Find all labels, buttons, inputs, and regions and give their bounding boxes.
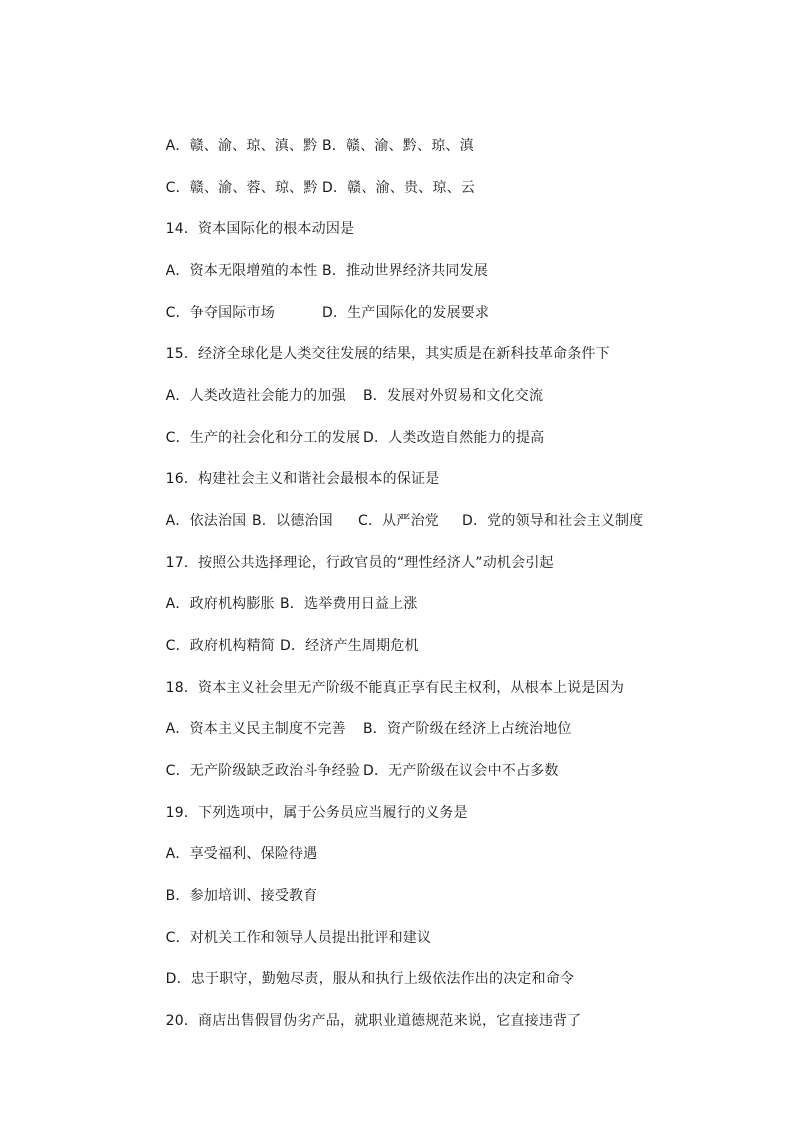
option-b: B．发展对外贸易和文化交流 — [363, 388, 544, 404]
question-text: 14．资本国际化的根本动因是 — [165, 221, 355, 237]
option-d: D．经济产生周期危机 — [280, 638, 419, 654]
option-b: B．以德治国 — [252, 513, 333, 529]
option-a: A．依法治国 — [165, 513, 247, 529]
option-a: A．享受福利、保险待遇 — [165, 846, 318, 862]
option-d: D．党的领导和社会主义制度 — [462, 513, 644, 529]
option-d: D．人类改造自然能力的提高 — [363, 430, 545, 446]
option-b: B．推动世界经济共同发展 — [322, 263, 489, 279]
option-b: B．赣、渝、黔、琼、滇 — [322, 138, 474, 154]
option-a: A．政府机构膨胀 — [165, 596, 275, 612]
option-c: C．争夺国际市场 — [165, 305, 275, 321]
question-text: 16．构建社会主义和谐社会最根本的保证是 — [165, 471, 440, 487]
option-b: B．资产阶级在经济上占统治地位 — [363, 721, 572, 737]
question-text: 20．商店出售假冒伪劣产品，就职业道德规范来说，它直接违背了 — [165, 1013, 582, 1029]
question-text: 17．按照公共选择理论，行政官员的“理性经济人”动机会引起 — [165, 555, 554, 571]
option-a: A．资本主义民主制度不完善 — [165, 721, 346, 737]
option-a: A．资本无限增殖的本性 — [165, 263, 318, 279]
option-d: D．忠于职守，勤勉尽责，服从和执行上级依法作出的决定和命令 — [165, 971, 575, 987]
question-text: 15．经济全球化是人类交往发展的结果，其实质是在新科技革命条件下 — [165, 346, 610, 362]
option-a: A．人类改造社会能力的加强 — [165, 388, 346, 404]
option-b: B．参加培训、接受教育 — [165, 888, 318, 904]
option-c: C．无产阶级缺乏政治斗争经验 — [165, 763, 361, 779]
option-c: C．生产的社会化和分工的发展 — [165, 430, 361, 446]
option-d: D．无产阶级在议会中不占多数 — [363, 763, 559, 779]
option-c: C．对机关工作和领导人员提出批评和建议 — [165, 930, 432, 946]
option-a: A．赣、渝、琼、滇、黔 — [165, 138, 318, 154]
option-c: C．政府机构精简 — [165, 638, 275, 654]
option-d: D．赣、渝、贵、琼、云 — [322, 180, 475, 196]
option-c: C．赣、渝、蓉、琼、黔 — [165, 180, 318, 196]
option-d: D．生产国际化的发展要求 — [322, 305, 490, 321]
option-c: C．从严治党 — [358, 513, 439, 529]
question-20 — [147, 994, 581, 1048]
question-text: 19．下列选项中，属于公务员应当履行的义务是 — [165, 805, 468, 821]
question-text: 18．资本主义社会里无产阶级不能真正享有民主权利，从根本上说是因为 — [165, 680, 625, 696]
option-b: B．选举费用日益上涨 — [280, 596, 418, 612]
